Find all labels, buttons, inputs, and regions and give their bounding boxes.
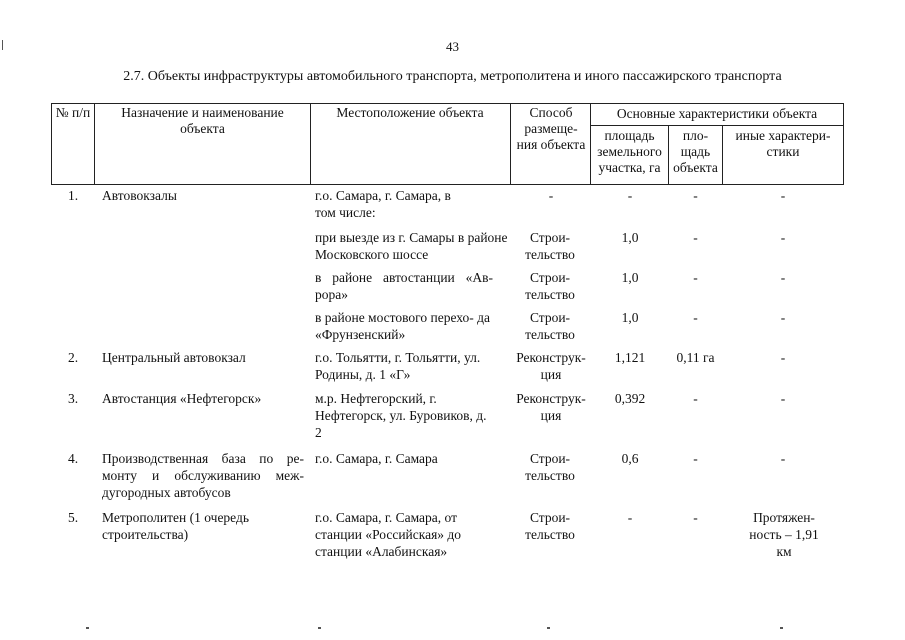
table-row-1a-other: - xyxy=(780,230,786,245)
header-land-area: площадь земельного участка, га xyxy=(597,128,662,175)
header-num: № п/п xyxy=(55,105,91,120)
table-row-4-num: 4. xyxy=(67,451,79,466)
table-row-1b-location: в районе автостанции «Ав- рора» xyxy=(315,270,493,302)
table-row-1-area: - xyxy=(693,188,698,203)
table-row-5-other: Протяжен- ность – 1,91 км xyxy=(749,510,819,559)
table-row-1c-other: - xyxy=(780,310,786,325)
table-row-1-other: - xyxy=(780,188,786,203)
table-row-1b-method: Строи- тельство xyxy=(525,270,575,302)
table-row-3-other: - xyxy=(780,391,786,406)
table-row-2-land: 1,121 xyxy=(614,350,646,365)
table-row-5-method: Строи- тельство xyxy=(525,510,575,542)
table-row-2-area: 0,11 га xyxy=(676,350,715,365)
table-row-1c-area: - xyxy=(693,310,698,325)
section-heading: 2.7. Объекты инфраструктуры автомобильного транспорта, метрополитена и иного пассажирского транспорта xyxy=(123,69,782,84)
table-row-1-method: - xyxy=(548,188,554,203)
scan-speck xyxy=(547,627,550,629)
table-row-1-location: г.о. Самара, г. Самара, в том числе: xyxy=(315,188,451,220)
header-other: иные характери- стики xyxy=(735,128,831,159)
table-row-1b-area: - xyxy=(693,270,698,285)
scan-speck xyxy=(86,627,89,629)
col-line-2 xyxy=(310,103,311,185)
table-row-4-method: Строи- тельство xyxy=(525,451,575,483)
header-name: Назначение и наименование объекта xyxy=(121,105,284,136)
table-row-3-area: - xyxy=(693,391,698,406)
table-row-1a-location: при выезде из г. Самары в районе Московского шоссе xyxy=(315,230,508,262)
col-line-0 xyxy=(51,103,52,185)
table-row-4-name: Производственная база по ре- монту и обслуживанию меж- дугородных автобусов xyxy=(102,451,304,500)
table-row-4-land: 0,6 xyxy=(621,451,639,466)
table-row-5-area: - xyxy=(693,510,698,525)
table-row-4-area: - xyxy=(693,451,698,466)
col-line-3 xyxy=(510,103,511,185)
header-bottom-border xyxy=(51,184,843,185)
table-row-1-land: - xyxy=(627,188,633,203)
scan-speck xyxy=(780,627,783,629)
subheader-divider xyxy=(590,125,843,126)
table-row-1-name: Автовокзалы xyxy=(102,188,177,203)
table-row-2-name: Центральный автовокзал xyxy=(102,350,246,365)
table-row-1c-method: Строи- тельство xyxy=(525,310,575,342)
table-row-1c-land: 1,0 xyxy=(621,310,639,325)
header-object-area: пло- щадь объекта xyxy=(673,128,718,175)
table-row-3-method: Реконструк- ция xyxy=(516,391,586,423)
scan-speck xyxy=(318,627,321,629)
col-line-1 xyxy=(94,103,95,185)
table-row-2-num: 2. xyxy=(67,350,79,365)
table-row-1a-land: 1,0 xyxy=(621,230,639,245)
col-line-6 xyxy=(722,125,723,185)
table-row-5-num: 5. xyxy=(67,510,79,525)
header-main-characteristics: Основные характеристики объекта xyxy=(616,106,818,121)
table-row-1b-other: - xyxy=(780,270,786,285)
table-row-3-land: 0,392 xyxy=(614,391,646,406)
table-row-3-location: м.р. Нефтегорский, г. Нефтегорск, ул. Буровиков, д. 2 xyxy=(315,391,487,440)
table-row-5-name: Метрополитен (1 очередь строительства) xyxy=(102,510,250,542)
table-row-2-other: - xyxy=(780,350,786,365)
table-row-4-location: г.о. Самара, г. Самара xyxy=(315,451,438,466)
table-row-5-land: - xyxy=(627,510,633,525)
table-row-1a-area: - xyxy=(693,230,698,245)
table-row-3-name: Автостанция «Нефтегорск» xyxy=(102,391,262,406)
scan-speck xyxy=(2,40,3,50)
table-row-2-location: г.о. Тольятти, г. Тольятти, ул. Родины, д. 1 «Г» xyxy=(315,350,481,382)
table-row-1b-land: 1,0 xyxy=(621,270,639,285)
table-row-1a-method: Строи- тельство xyxy=(525,230,575,262)
table-row-2-method: Реконструк- ция xyxy=(516,350,586,382)
table-row-4-other: - xyxy=(780,451,786,466)
header-method: Способ размеще- ния объекта xyxy=(516,105,586,152)
table-row-3-num: 3. xyxy=(67,391,79,406)
table-row-1c-location: в районе мостового перехо- да «Фрунзенский» xyxy=(315,310,491,342)
table-row-5-location: г.о. Самара, г. Самара, от станции «Российская» до станции «Алабинская» xyxy=(315,510,462,559)
table-top-border xyxy=(51,103,843,104)
page-number: 43 xyxy=(446,39,459,54)
header-location: Местоположение объекта xyxy=(336,105,484,120)
table-row-1-num: 1. xyxy=(67,188,79,203)
col-line-7 xyxy=(843,103,844,185)
